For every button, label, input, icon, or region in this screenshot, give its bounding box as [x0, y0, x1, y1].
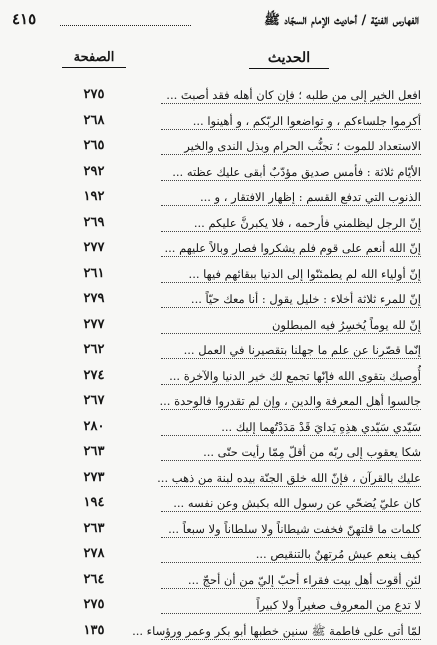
page-column-header: الصفحة — [62, 50, 126, 68]
hadith-text: لمّا أتى على فاطمة ﷺ سنين خطبها أبو بكر وعمر ورؤساء ... — [161, 624, 421, 638]
dotted-underline — [161, 460, 421, 461]
index-row — [0, 492, 437, 518]
page-ref: ٢٩٢ — [62, 164, 126, 179]
index-row — [0, 212, 437, 238]
index-row — [0, 365, 437, 391]
index-row — [0, 314, 437, 340]
dotted-underline — [161, 180, 421, 181]
dotted-underline — [161, 358, 421, 359]
dotted-underline — [161, 409, 421, 410]
column-headers — [0, 50, 437, 76]
hadith-text: أكرموا جلساءكم ، و تواضعوا الربّكم ، و أهينوا ... — [161, 114, 421, 128]
index-row — [0, 594, 437, 620]
dotted-underline — [161, 562, 421, 563]
page-header — [12, 10, 419, 32]
hadith-text: كيف ينعم عيش مُرتهنٌ بالتنقيص ... — [161, 547, 421, 561]
dotted-underline — [161, 256, 421, 257]
index-row — [0, 288, 437, 314]
hadith-text: إنّ أولياء الله لم يطمئنّوا إلى الدنيا ببقائهم فيها ... — [161, 267, 421, 281]
page-ref: ١٩٢ — [62, 189, 126, 204]
hadith-text: لا تدع من المعروف صغيراً ولا كبيراً — [161, 598, 421, 612]
page-ref: ٢٧٣ — [62, 470, 126, 485]
hadith-text: كلمات ما قلتهنّ فخفت شيطاناً ولا سلطاناً ولا سبعاً ... — [161, 522, 421, 536]
header-dotted-rule — [60, 25, 191, 26]
index-list — [0, 84, 437, 645]
hadith-text: إنّ الرجل ليظلمني فأرحمه ، فلا يكبرنَّ عليكم ... — [161, 216, 421, 230]
index-row — [0, 620, 437, 645]
page-ref: ٢٦٨ — [62, 113, 126, 128]
page-ref: ٢٦٣ — [62, 521, 126, 536]
hadith-text: جالسوا أهل المعرفة والدين ، وإن لم تقدروا فالوحدة ... — [161, 394, 421, 408]
page-ref: ٢٦٣ — [62, 444, 126, 459]
page-ref: ٢٦٧ — [62, 393, 126, 408]
hadith-text: إنّما قصّرنا عن علم ما جهلنا بتقصيرنا في العمل ... — [161, 343, 421, 357]
hadith-text: افعل الخير إلى من طلبه ؛ فإن كان أهله فقد أصبتَ ... — [161, 88, 421, 102]
hadith-text: الذنوب التي تدفع القسم : إظهار الافتقار ، و ... — [161, 190, 421, 204]
hadith-text: سَيّدي سَيّدي هذِهِ يَدايَ قَدْ مَدَدْتُهما إليك ... — [161, 420, 421, 434]
dotted-underline — [161, 639, 421, 640]
dotted-underline — [161, 129, 421, 130]
page-ref: ٢٧٨ — [62, 546, 126, 561]
index-row — [0, 569, 437, 595]
dotted-underline — [161, 282, 421, 283]
hadith-text: شكا يعقوب إلى ربّه من أقلّ مِمّا رأيت حتّى ... — [161, 445, 421, 459]
page-ref: ٢٧٤ — [62, 368, 126, 383]
dotted-underline — [161, 588, 421, 589]
index-row — [0, 467, 437, 493]
index-row — [0, 441, 437, 467]
dotted-underline — [161, 384, 421, 385]
index-row — [0, 135, 437, 161]
index-row — [0, 110, 437, 136]
page-ref: ٢٦١ — [62, 266, 126, 281]
index-row — [0, 518, 437, 544]
hadith-text: أُوصيك بتقوى الله فإنّها تجمع لك خير الدنيا والآخرة ... — [161, 369, 421, 383]
page-ref: ٢٧٧ — [62, 240, 126, 255]
page-ref: ٢٦٢ — [62, 342, 126, 357]
hadith-text: الاستعداد للموت ؛ تجنُّب الحرام وبذل الندى والخير — [161, 139, 421, 153]
hadith-text: إنّ الله أنعم على قوم فلم يشكروا فصار وبالاً عليهم ... — [161, 241, 421, 255]
hadith-text: إنّ لله يوماً يُخسِرُ فيه المبطلون — [161, 318, 421, 332]
dotted-underline — [161, 333, 421, 334]
page-ref: ١٩٤ — [62, 495, 126, 510]
index-row — [0, 390, 437, 416]
running-title: الفهارس الفنيّة / أحاديث الإمام السجّاد ﷺ — [264, 12, 419, 31]
index-row — [0, 186, 437, 212]
dotted-underline — [161, 613, 421, 614]
index-row — [0, 237, 437, 263]
index-row — [0, 543, 437, 569]
index-row — [0, 263, 437, 289]
hadith-text: كان عليّ يُضحّي عن رسول الله بكبش وعن نفسه ... — [161, 496, 421, 510]
index-row — [0, 339, 437, 365]
page-ref: ٢٦٥ — [62, 138, 126, 153]
hadith-text: الأيّام ثلاثة : فأمس صديق مؤدّبٌ أبقى عليك عظته ... — [161, 165, 421, 179]
dotted-underline — [161, 103, 421, 104]
dotted-underline — [161, 205, 421, 206]
page-ref: ١٣٥ — [62, 623, 126, 638]
dotted-underline — [161, 154, 421, 155]
page-ref: ٢٦٩ — [62, 215, 126, 230]
index-row — [0, 416, 437, 442]
dotted-underline — [161, 307, 421, 308]
index-row — [0, 84, 437, 110]
page-ref: ٢٧٧ — [62, 317, 126, 332]
page-ref: ٢٧٥ — [62, 87, 126, 102]
page-ref: ٢٦٤ — [62, 572, 126, 587]
index-row — [0, 161, 437, 187]
page-ref: ٢٧٥ — [62, 597, 126, 612]
dotted-underline — [161, 231, 421, 232]
hadith-text: لئن أقوت أهل بيت فقراء أحبّ إليّ من أن أحجّ ... — [161, 573, 421, 587]
dotted-underline — [161, 435, 421, 436]
hadith-text: إنّ للمرء ثلاثة أخلاء : خليل يقول : أنا معك حيّاً ... — [161, 292, 421, 306]
dotted-underline — [161, 537, 421, 538]
hadith-text: عليك بالقرآن ، فإنّ الله خلق الجنّة بيده لبنة من ذهب ... — [161, 471, 421, 485]
hadith-column-header: الحديث — [249, 50, 329, 69]
dotted-underline — [161, 511, 421, 512]
page-ref: ٢٧٩ — [62, 291, 126, 306]
dotted-underline — [161, 486, 421, 487]
page-ref: ٢٨٠ — [62, 419, 126, 434]
page-number: ٤١٥ — [12, 10, 36, 28]
